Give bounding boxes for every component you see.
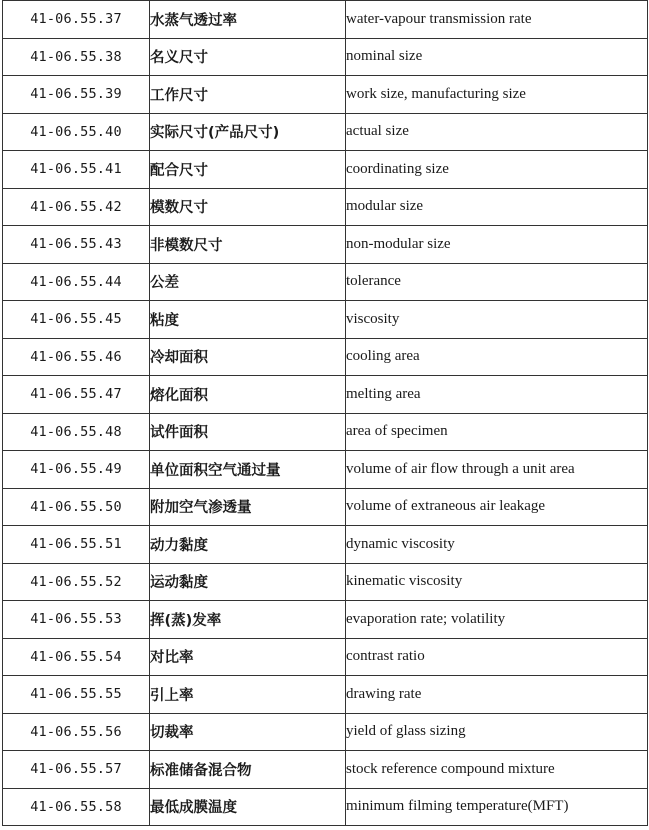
table-row: [3, 413, 648, 451]
table-row: [3, 563, 648, 601]
term-english: melting area: [346, 376, 648, 414]
term-code: 41-06.55.46: [3, 338, 150, 376]
term-code: 41-06.55.53: [3, 601, 150, 639]
terms-table-body: [3, 1, 648, 826]
term-code: 41-06.55.40: [3, 113, 150, 151]
table-row: [3, 676, 648, 714]
table-row: [3, 1, 648, 39]
term-code: 41-06.55.57: [3, 751, 150, 789]
table-row: [3, 226, 648, 264]
term-code: 41-06.55.42: [3, 188, 150, 226]
term-chinese: 熔化面积: [150, 376, 346, 414]
term-chinese: 切裁率: [150, 713, 346, 751]
term-chinese: 公差: [150, 263, 346, 301]
term-chinese: 配合尺寸: [150, 151, 346, 189]
table-row: [3, 638, 648, 676]
table-row: [3, 713, 648, 751]
term-code: 41-06.55.48: [3, 413, 150, 451]
term-english: coordinating size: [346, 151, 648, 189]
term-code: 41-06.55.38: [3, 38, 150, 76]
term-code: 41-06.55.43: [3, 226, 150, 264]
term-chinese: 名义尺寸: [150, 38, 346, 76]
table-row: [3, 263, 648, 301]
table-row: [3, 76, 648, 114]
term-code: 41-06.55.50: [3, 488, 150, 526]
term-english: stock reference compound mixture: [346, 751, 648, 789]
table-row: [3, 38, 648, 76]
term-chinese: 动力黏度: [150, 526, 346, 564]
term-chinese: 冷却面积: [150, 338, 346, 376]
term-english: cooling area: [346, 338, 648, 376]
term-english: tolerance: [346, 263, 648, 301]
table-row: [3, 376, 648, 414]
term-english: volume of air flow through a unit area: [346, 451, 648, 489]
table-row: [3, 788, 648, 826]
term-english: viscosity: [346, 301, 648, 339]
term-code: 41-06.55.44: [3, 263, 150, 301]
term-chinese: 运动黏度: [150, 563, 346, 601]
term-code: 41-06.55.37: [3, 1, 150, 39]
table-row: [3, 188, 648, 226]
table-row: [3, 751, 648, 789]
term-english: minimum filming temperature(MFT): [346, 788, 648, 826]
table-row: [3, 488, 648, 526]
term-code: 41-06.55.55: [3, 676, 150, 714]
term-chinese: 模数尺寸: [150, 188, 346, 226]
table-row: [3, 451, 648, 489]
term-chinese: 粘度: [150, 301, 346, 339]
term-english: dynamic viscosity: [346, 526, 648, 564]
term-english: volume of extraneous air leakage: [346, 488, 648, 526]
term-code: 41-06.55.56: [3, 713, 150, 751]
term-code: 41-06.55.41: [3, 151, 150, 189]
term-code: 41-06.55.49: [3, 451, 150, 489]
term-english: evaporation rate; volatility: [346, 601, 648, 639]
term-chinese: 引上率: [150, 676, 346, 714]
table-row: [3, 151, 648, 189]
term-english: contrast ratio: [346, 638, 648, 676]
term-chinese: 附加空气渗透量: [150, 488, 346, 526]
term-code: 41-06.55.54: [3, 638, 150, 676]
term-code: 41-06.55.45: [3, 301, 150, 339]
term-english: water-vapour transmission rate: [346, 1, 648, 39]
term-chinese: 最低成膜温度: [150, 788, 346, 826]
term-code: 41-06.55.52: [3, 563, 150, 601]
term-code: 41-06.55.39: [3, 76, 150, 114]
term-english: nominal size: [346, 38, 648, 76]
term-english: yield of glass sizing: [346, 713, 648, 751]
term-chinese: 挥(蒸)发率: [150, 601, 346, 639]
table-row: [3, 526, 648, 564]
table-row: [3, 301, 648, 339]
term-chinese: 非模数尺寸: [150, 226, 346, 264]
term-chinese: 工作尺寸: [150, 76, 346, 114]
term-english: drawing rate: [346, 676, 648, 714]
table-row: [3, 113, 648, 151]
term-english: area of specimen: [346, 413, 648, 451]
term-english: kinematic viscosity: [346, 563, 648, 601]
table-row: [3, 601, 648, 639]
term-english: actual size: [346, 113, 648, 151]
terms-table: [2, 0, 648, 826]
term-chinese: 试件面积: [150, 413, 346, 451]
term-chinese: 标准储备混合物: [150, 751, 346, 789]
table-row: [3, 338, 648, 376]
term-chinese: 实际尺寸(产品尺寸): [150, 113, 346, 151]
term-code: 41-06.55.58: [3, 788, 150, 826]
term-code: 41-06.55.51: [3, 526, 150, 564]
term-english: work size, manufacturing size: [346, 76, 648, 114]
term-code: 41-06.55.47: [3, 376, 150, 414]
term-english: non-modular size: [346, 226, 648, 264]
term-chinese: 单位面积空气通过量: [150, 451, 346, 489]
term-chinese: 水蒸气透过率: [150, 1, 346, 39]
term-chinese: 对比率: [150, 638, 346, 676]
term-english: modular size: [346, 188, 648, 226]
